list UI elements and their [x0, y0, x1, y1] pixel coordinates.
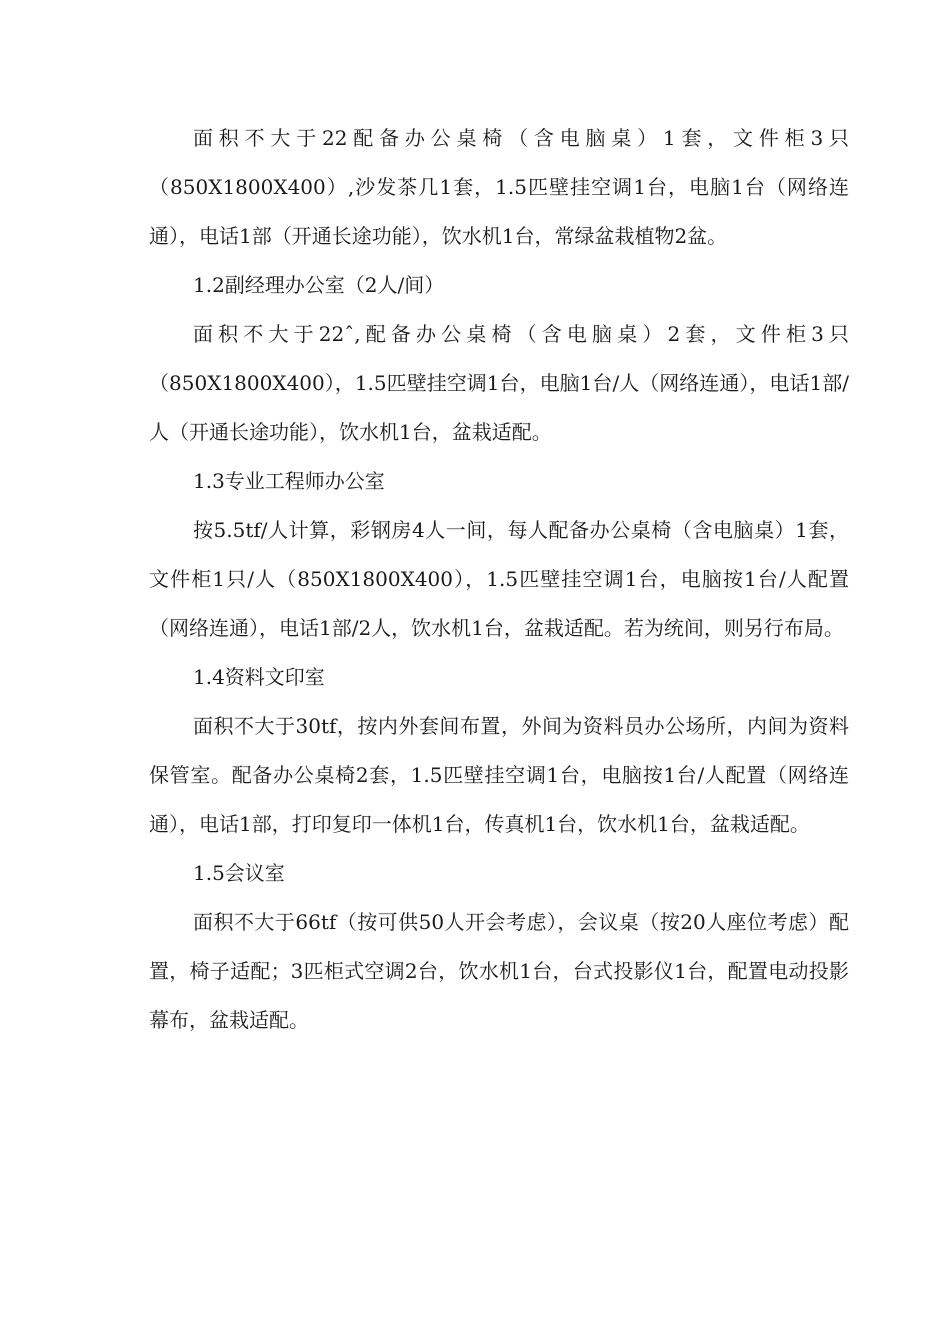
paragraph-meeting-room: 面积不大于66tf（按可供50人开会考虑），会议桌（按20人座位考虑）配置，椅子适配；3匹柜式空调2台，饮水机1台，台式投影仪1台，配置电动投影幕布，盆栽适配。 — [149, 910, 849, 1032]
paragraph-deputy-manager-office: 面积不大于22ˆ,配备办公桌椅（含电脑桌）2套，文件柜3只（850X1800X400），1.5匹壁挂空调1台，电脑1台/人（网络连通），电话1部/人（开通长途功能），饮水机1台，盆栽适配。 — [149, 322, 849, 444]
heading-deputy-manager-office: 1.2副经理办公室（2人/间） — [193, 273, 445, 297]
heading-engineer-office: 1.3专业工程师办公室 — [193, 469, 385, 493]
heading-meeting-room: 1.5会议室 — [193, 861, 285, 885]
paragraph-office-manager: 面积不大于22配备办公桌椅（含电脑桌）1套，文件柜3只（850X1800X400）,沙发茶几1套，1.5匹壁挂空调1台，电脑1台（网络连通），电话1部（开通长途功能），饮水机1台，常绿盆栽植物2盆。 — [149, 126, 849, 248]
paragraph-engineer-office: 按5.5tf/人计算，彩钢房4人一间，每人配备办公桌椅（含电脑桌）1套，文件柜1只/人（850X1800X400），1.5匹壁挂空调1台，电脑按1台/人配置（网络连通），电话1部/2人，饮水机1台，盆栽适配。若为统间，则另行布局。 — [149, 518, 849, 640]
paragraph-document-print-room: 面积不大于30tf，按内外套间布置，外间为资料员办公场所，内间为资料保管室。配备办公桌椅2套，1.5匹壁挂空调1台，电脑按1台/人配置（网络连通），电话1部，打印复印一体机1台，传真机1台，饮水机1台，盆栽适配。 — [149, 714, 849, 836]
heading-document-print-room: 1.4资料文印室 — [193, 665, 325, 689]
document-body — [149, 114, 849, 1045]
